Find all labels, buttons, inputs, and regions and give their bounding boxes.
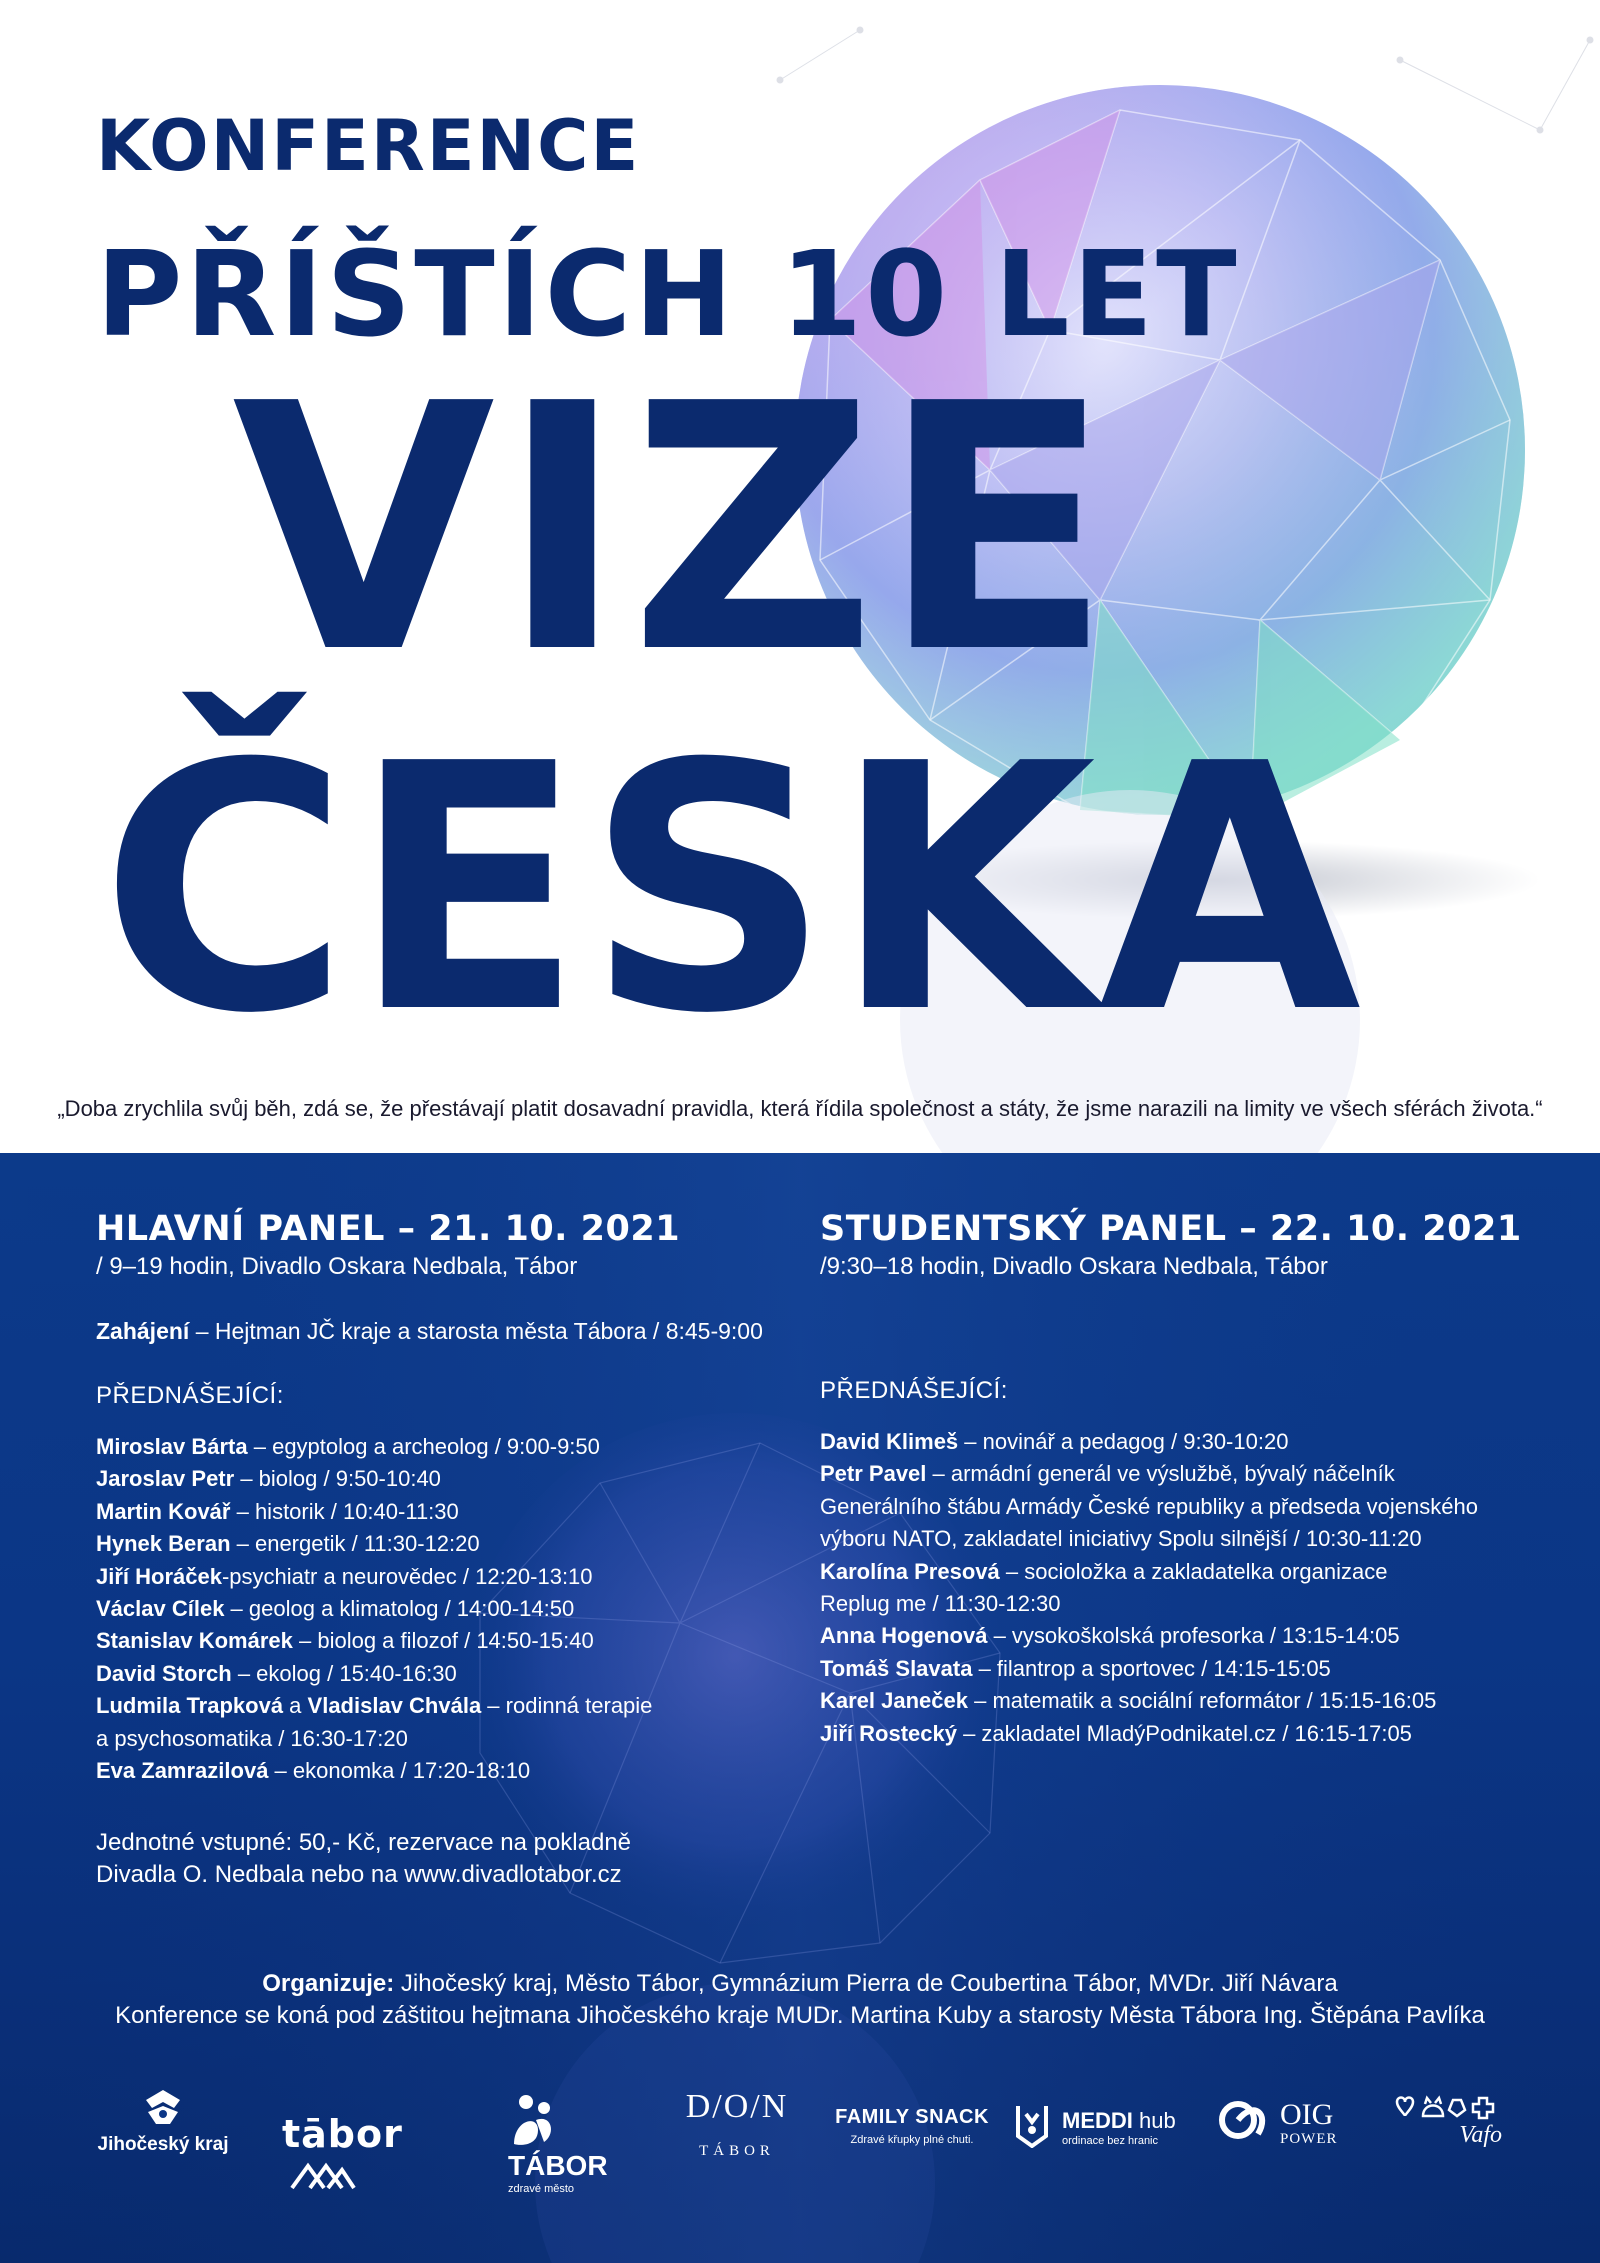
main-panel	[96, 1208, 786, 1891]
organizers-line	[0, 1968, 1600, 2000]
speaker-detail: – biolog / 9:50-10:40	[234, 1466, 441, 1492]
logo-meddi-hub: MEDDI hub ordinace bez hranic	[1010, 2096, 1200, 2148]
speaker-detail: – novinář a pedagog / 9:30-10:20	[958, 1429, 1289, 1454]
list-item	[820, 1523, 1520, 1555]
speaker-name: David Storch	[96, 1660, 232, 1686]
logo-jihocesky-kraj: Jihočeský kraj	[88, 2088, 238, 2156]
student-panel-subtitle: /9:30–18 hodin, Divadlo Oskara Nedbala, Tábor	[820, 1253, 1328, 1280]
speaker-name: Anna Hogenová	[820, 1623, 988, 1649]
main-speakers-label: PŘEDNÁŠEJÍCÍ:	[96, 1382, 284, 1409]
list-item	[96, 1658, 786, 1690]
speaker-name: Martin Kovář	[96, 1498, 231, 1524]
logo-don-tabor: D/O/N TÁBOR	[685, 2088, 789, 2159]
oig-swirl-icon	[1218, 2094, 1274, 2146]
speaker-name: Vladislav Chvála	[307, 1693, 482, 1719]
pet-icons	[1391, 2092, 1501, 2122]
speaker-name: Ludmila Trapková	[96, 1693, 284, 1719]
meddi-hands-icon	[1010, 2096, 1054, 2148]
speaker-detail: Replug me / 11:30-12:30	[820, 1591, 1061, 1617]
ticket-info	[96, 1827, 786, 1891]
conference-kicker: KONFERENCE	[96, 105, 641, 187]
main-speakers-list	[96, 1431, 786, 1787]
speaker-name: Václav Cílek	[96, 1596, 225, 1622]
list-item	[96, 1431, 786, 1463]
logo-tabor: tābor	[282, 2112, 482, 2192]
sponsor-logos	[0, 2088, 1600, 2228]
student-speakers-list	[820, 1426, 1520, 1750]
speaker-detail: Generálního štábu Armády České republiky a předseda vojenského	[820, 1493, 1478, 1519]
list-item	[820, 1685, 1520, 1717]
list-item	[820, 1458, 1520, 1490]
ticket-line-2: Divadla O. Nedbala nebo na www.divadlotabor.cz	[96, 1861, 622, 1889]
speaker-detail: – ekolog / 15:40-16:30	[231, 1660, 457, 1686]
student-panel-title: STUDENTSKÝ PANEL – 22. 10. 2021	[820, 1209, 1522, 1249]
speaker-detail: – vysokoškolská profesorka / 13:15-14:05	[987, 1623, 1400, 1649]
list-item	[820, 1620, 1520, 1652]
list-item	[96, 1625, 786, 1657]
organizers-text: Jihočeský kraj, Město Tábor, Gymnázium Pierra de Coubertina Tábor, MVDr. Jiří Návara	[394, 1970, 1338, 1997]
speaker-name: Karel Janeček	[820, 1688, 968, 1714]
speaker-name: Jiří Horáček	[96, 1563, 222, 1589]
list-item	[820, 1426, 1520, 1458]
speaker-detail: – matematik a sociální reformátor / 15:15-16:05	[968, 1688, 1437, 1714]
speaker-detail: – rodinná terapie	[481, 1693, 653, 1719]
speaker-detail: – historik / 10:40-11:30	[230, 1498, 459, 1524]
list-item	[820, 1588, 1520, 1620]
speaker-detail: výboru NATO, zakladatel iniciativy Spolu silnější / 10:30-11:20	[820, 1526, 1422, 1552]
organizers-label: Organizuje:	[262, 1970, 395, 1997]
list-item	[96, 1528, 786, 1560]
organizers-block	[0, 1968, 1600, 2032]
list-item	[820, 1556, 1520, 1588]
speaker-name: Tomáš Slavata	[820, 1655, 973, 1681]
speaker-detail: – energetik / 11:30-12:20	[230, 1531, 480, 1557]
program-section	[0, 1153, 1600, 2263]
list-item	[96, 1690, 786, 1722]
opening-label: Zahájení	[96, 1318, 190, 1344]
conference-subtitle: PŘÍŠTÍCH 10 LET	[96, 225, 1240, 363]
speaker-name: Stanislav Komárek	[96, 1628, 293, 1654]
list-item	[820, 1491, 1520, 1523]
logo-family-snack: FAMILY SNACK Zdravé křupky plné chuti.	[835, 2106, 989, 2146]
patronage-line: Konference se koná pod záštitou hejtmana Jihočeského kraje MUDr. Martina Kuby a starosty Města Tábora Ing. Štěpána Pavlíka	[115, 2002, 1485, 2029]
list-item	[96, 1463, 786, 1495]
speaker-detail: a psychosomatika / 16:30-17:20	[96, 1725, 408, 1751]
speaker-detail: – geolog a klimatolog / 14:00-14:50	[224, 1596, 575, 1622]
speaker-name: Jaroslav Petr	[96, 1466, 235, 1492]
logo-vafo: Vafo	[1376, 2092, 1516, 2149]
title-line-1: VIZE	[232, 332, 1117, 728]
speaker-name: Jiří Rostecký	[820, 1720, 957, 1746]
jihocesky-kraj-icon	[140, 2088, 186, 2128]
speaker-name: David Klimeš	[820, 1429, 959, 1454]
speaker-detail: – socioložka a zakladatelka organizace	[999, 1558, 1388, 1584]
main-panel-title: HLAVNÍ PANEL – 21. 10. 2021	[96, 1209, 681, 1249]
speaker-name: Karolína Presová	[820, 1558, 1000, 1584]
list-item	[96, 1593, 786, 1625]
speaker-detail: – biolog a filozof / 14:50-15:40	[292, 1628, 594, 1654]
speaker-name: Eva Zamrazilová	[96, 1758, 269, 1784]
list-item	[820, 1718, 1520, 1750]
speaker-name: Miroslav Bárta	[96, 1434, 248, 1459]
speaker-detail: a	[283, 1693, 308, 1719]
speaker-detail: – filantrop a sportovec / 14:15-15:05	[972, 1655, 1331, 1681]
list-item	[96, 1723, 786, 1755]
opening-text: – Hejtman JČ kraje a starosta města Tábora / 8:45-9:00	[189, 1318, 763, 1344]
intro-quote: „Doba zrychlila svůj běh, zdá se, že přestávají platit dosavadní pravidla, která řídila společnost a státy, že jsme narazili na limity ve všech sférách života.“	[57, 1096, 1543, 1121]
list-item	[96, 1561, 786, 1593]
speaker-name: Hynek Beran	[96, 1531, 231, 1557]
list-item	[820, 1653, 1520, 1685]
ticket-line-1: Jednotné vstupné: 50,- Kč, rezervace na pokladně	[96, 1829, 632, 1857]
list-item	[96, 1496, 786, 1528]
people-icon	[508, 2094, 558, 2150]
student-panel	[820, 1208, 1520, 1750]
main-panel-subtitle: / 9–19 hodin, Divadlo Oskara Nedbala, Tábor	[96, 1253, 578, 1280]
speaker-detail: -psychiatr a neurovědec / 12:20-13:10	[221, 1563, 593, 1589]
speaker-detail: – zakladatel MladýPodnikatel.cz / 16:15-17:05	[956, 1720, 1412, 1746]
student-speakers-label: PŘEDNÁŠEJÍCÍ:	[820, 1377, 1008, 1404]
speaker-detail: – ekonomka / 17:20-18:10	[268, 1758, 531, 1784]
tabor-roofs-icon	[288, 2156, 358, 2192]
opening-line	[96, 1316, 786, 1346]
logo-tabor-zdrave-mesto: TÁBOR zdravé město	[508, 2094, 648, 2196]
list-item	[96, 1755, 786, 1787]
speaker-name: Petr Pavel	[820, 1461, 927, 1487]
logo-oig-power: OIG POWER	[1218, 2094, 1358, 2146]
title-line-2: ČESKA	[100, 692, 1364, 1088]
speaker-detail: – egyptolog a archeolog / 9:00-9:50	[247, 1434, 600, 1459]
speaker-detail: – armádní generál ve výslužbě, bývalý náčelník	[926, 1461, 1395, 1487]
